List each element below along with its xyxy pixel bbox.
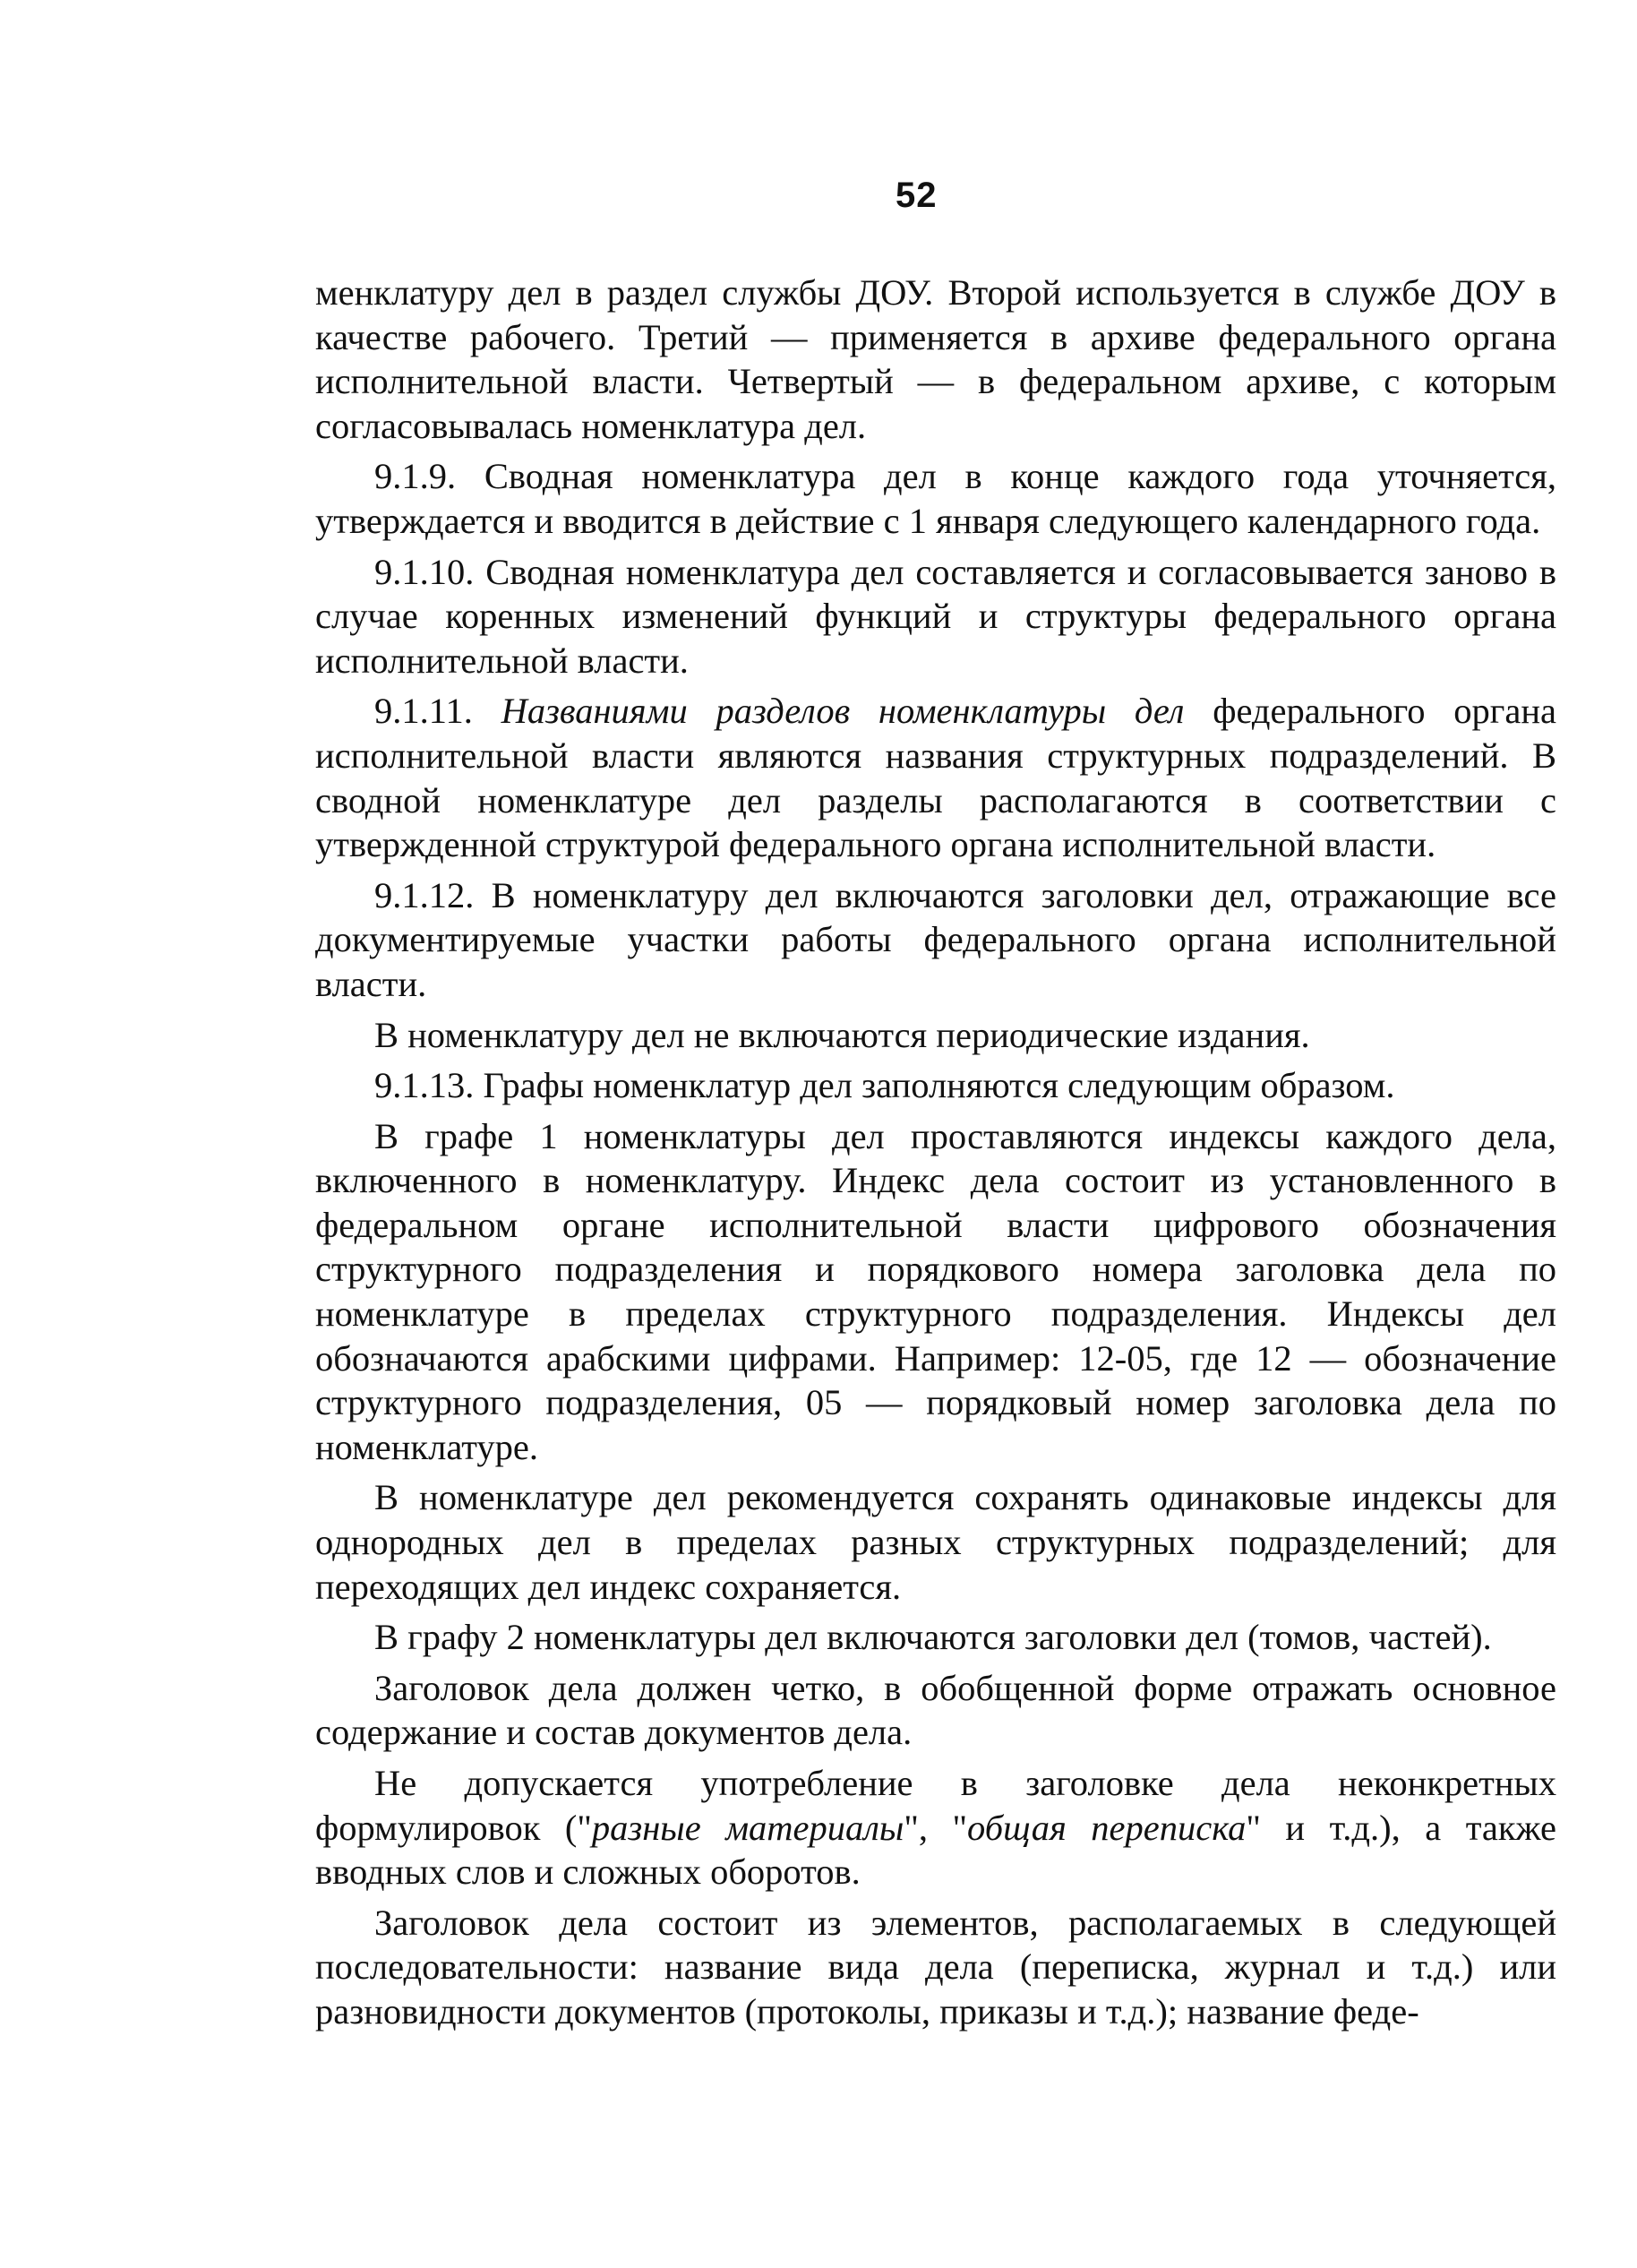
paragraph-title-elements: Заголовок дела состоит из элементов, располагаемых в следующей последовательности: название вида дела (переписка, журнал и т.д.) или разновидности документов (протоколы, приказы и т.д.); название феде-	[315, 1902, 1556, 2032]
paragraph-text: " и т.д.), а также вводных слов и сложных оборотов.	[315, 1807, 1556, 1893]
italic-phrase: Названиями разделов номенклатуры дел	[501, 691, 1185, 732]
paragraph-9-1-12: 9.1.12. В номенклатуру дел включаются заголовки дел, отражающие все документируемые участки работы федерального органа исполнительной власти.	[315, 874, 1556, 1004]
paragraph-not-allowed	[315, 1761, 1556, 1894]
paragraph-continuation: менклатуру дел в раздел службы ДОУ. Второй используется в службе ДОУ в качестве рабочего. Третий — применяется в архиве федерального органа исполнительной власти. Четвертый — в федеральном архиве, с которым согласовывалась номенклатура дел.	[315, 272, 1556, 446]
paragraph-column-2: В графу 2 номенклатуры дел включаются заголовки дел (томов, частей).	[374, 1617, 1492, 1658]
paragraph-9-1-10: 9.1.10. Сводная номенклатура дел составляется и согласовывается заново в случае коренных изменений функций и структуры федерального органа исполнительной власти.	[315, 551, 1556, 681]
page-number: 52	[896, 176, 938, 215]
paragraph-9-1-11	[315, 689, 1556, 866]
paragraph-text: Не допускается употребление в заголовке дела неконкретных формулировок ("	[315, 1763, 1556, 1848]
body-text	[315, 271, 1556, 2034]
paragraph-9-1-13: 9.1.13. Графы номенклатур дел заполняются следующим образом.	[374, 1065, 1395, 1106]
paragraph-text: ", "	[904, 1807, 968, 1848]
paragraph-periodicals: В номенклатуру дел не включаются периодические издания.	[374, 1014, 1310, 1055]
paragraph-same-indexes: В номенклатуре дел рекомендуется сохранять одинаковые индексы для однородных дел в пределах разных структурных подразделений; для переходящих дел индекс сохраняется.	[315, 1477, 1556, 1607]
paragraph-number: 9.1.11.	[374, 691, 473, 732]
paragraph-9-1-9: 9.1.9. Сводная номенклатура дел в конце каждого года уточняется, утверждается и вводится в действие с 1 января следующего календарного года.	[315, 456, 1556, 541]
paragraph-case-title: Заголовок дела должен четко, в обобщенной форме отражать основное содержание и состав документов дела.	[315, 1667, 1556, 1753]
italic-phrase: общая переписка	[967, 1807, 1247, 1848]
paragraph-column-1: В графе 1 номенклатуры дел проставляются индексы каждого дела, включенного в номенклатуру. Индекс дела состоит из установленного в федеральном органе исполнительной власти цифрового обозначения структурного подразделения и порядкового номера заголовка дела по номенклатуре в пределах структурного подразделения. Индексы дел обозначаются арабскими цифрами. Например: 12-05, где 12 — обозначение структурного подразделения, 05 — порядковый номер заголовка дела по номенклатуре.	[315, 1115, 1556, 1467]
italic-phrase: разные материалы	[591, 1807, 904, 1848]
paragraph-text: федерального органа исполнительной власти являются названия структурных подразделений. В сводной номенклатуре дел разделы располагаются в соответствии с утвержденной структурой федерального органа исполнительной власти.	[315, 691, 1556, 865]
